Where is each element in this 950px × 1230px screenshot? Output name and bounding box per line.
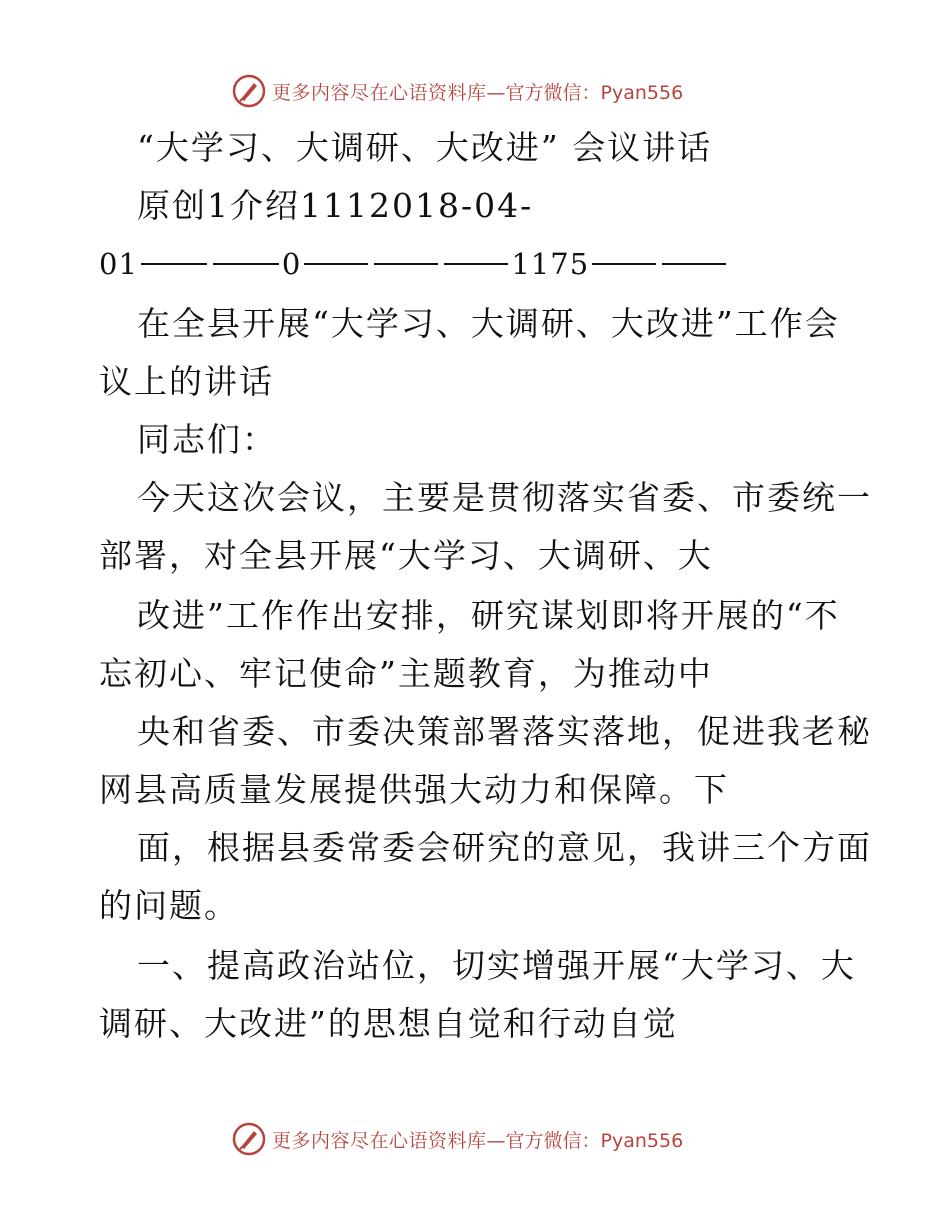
divider-line	[304, 263, 368, 265]
divider-line	[374, 263, 438, 265]
meta-stats-row	[99, 244, 729, 284]
watermark-wechat: —官方微信：Pyan556	[486, 81, 684, 104]
body-line: 央和省委、市委决策部署落实落地，促进我老秘	[137, 712, 872, 751]
meta-line: 原创1介绍1112018-04-	[137, 186, 534, 225]
section-heading: 一、提高政治站位，切实增强开展“大学习、大	[137, 946, 856, 985]
quill-logo-icon	[232, 1122, 266, 1156]
divider-line	[141, 263, 207, 265]
watermark-text: 更多内容尽在心语资料库	[272, 1129, 487, 1152]
body-line: 在全县开展“大学习、大调研、大改进”工作会	[137, 304, 840, 343]
divider-line	[662, 263, 726, 265]
body-line: 部署，对全县开展“大学习、大调研、大	[99, 536, 713, 575]
watermark-banner-top	[232, 72, 683, 110]
body-line: 议上的讲话	[99, 362, 274, 401]
body-line: 面，根据县委常委会研究的意见，我讲三个方面	[137, 828, 872, 867]
body-line: 今天这次会议，主要是贯彻落实省委、市委统一	[137, 478, 872, 517]
document-title: “大学习、大调研、大改进” 会议讲话	[137, 128, 713, 167]
divider-line	[592, 263, 656, 265]
body-line: 的问题。	[99, 886, 239, 925]
quill-logo-icon	[232, 74, 266, 108]
body-line: 改进”工作作出安排，研究谋划即将开展的“不	[137, 596, 840, 635]
watermark-wechat: —官方微信：Pyan556	[486, 1129, 684, 1152]
count-b: 1175	[511, 247, 590, 281]
watermark-banner-bottom	[232, 1120, 683, 1158]
date-tail: 01	[99, 247, 138, 281]
watermark-text: 更多内容尽在心语资料库	[272, 81, 487, 104]
divider-line	[444, 263, 508, 265]
section-heading: 调研、大改进”的思想自觉和行动自觉	[99, 1004, 678, 1043]
divider-line	[213, 263, 279, 265]
body-line: 同志们：	[137, 420, 277, 459]
body-line: 忘初心、牢记使命”主题教育，为推动中	[99, 654, 713, 693]
body-line: 网县高质量发展提供强大动力和保障。下	[99, 770, 729, 809]
count-a: 0	[281, 247, 302, 281]
